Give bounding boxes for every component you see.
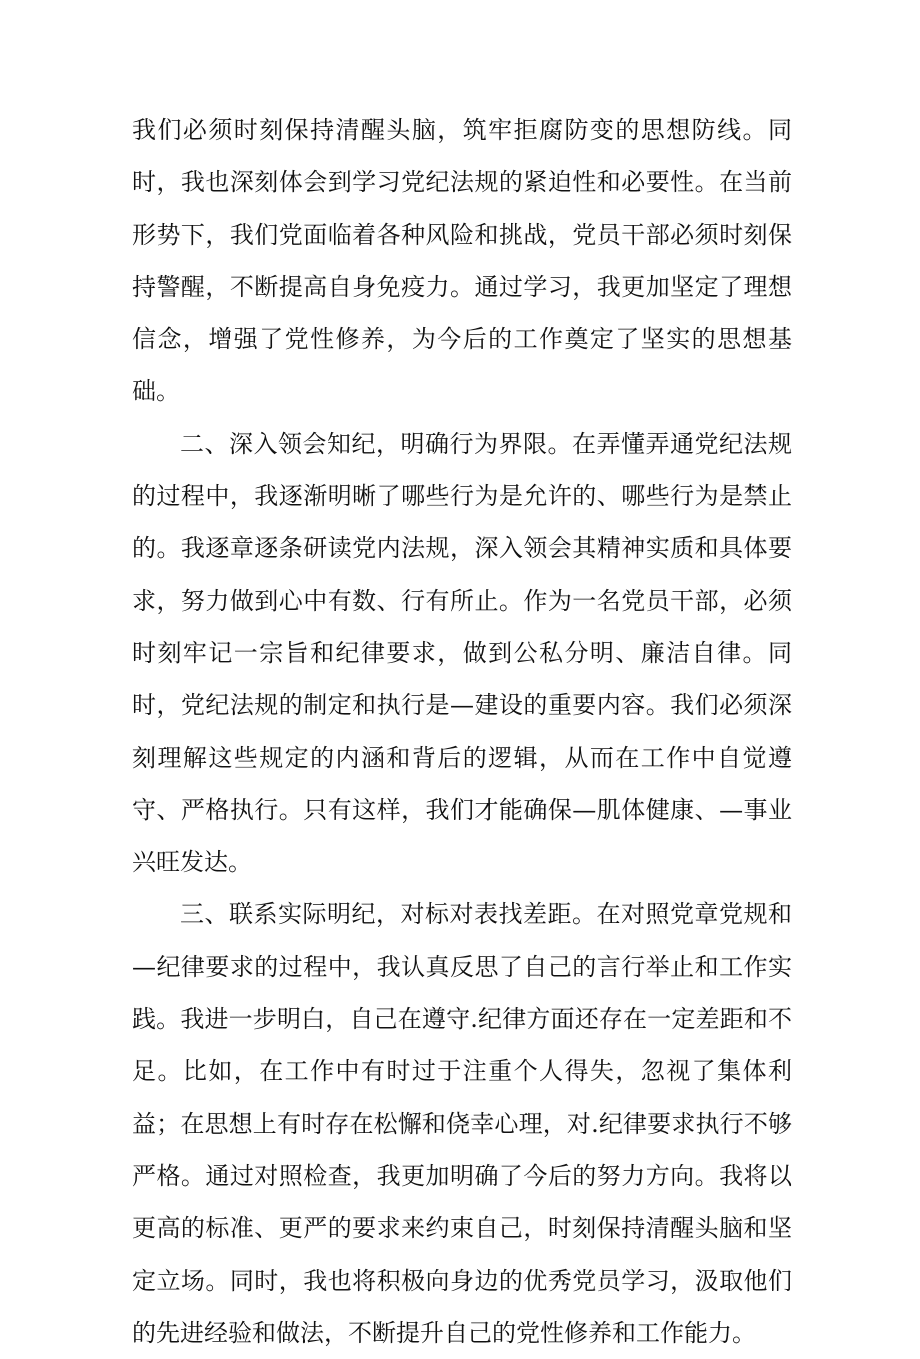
- paragraph-section-two: 二、深入领会知纪，明确行为界限。在弄懂弄通党纪法规的过程中，我逐渐明晰了哪些行为是允许的、哪些行为是禁止的。我逐章逐条研读党内法规，深入领会其精神实质和具体要求，努力做到心中有数、行有所止。作为一名党员干部，必须时刻牢记一宗旨和纪律要求，做到公私分明、廉洁自律。同时，党纪法规的制定和执行是—建设的重要内容。我们必须深刻理解这些规定的内涵和背后的逻辑，从而在工作中自觉遵守、严格执行。只有这样，我们才能确保—肌体健康、—事业兴旺发达。: [132, 429, 792, 877]
- document-body: [132, 104, 792, 1359]
- paragraph-section-three: 三、联系实际明纪，对标对表找差距。在对照党章党规和—纪律要求的过程中，我认真反思了自己的言行举止和工作实践。我进一步明白，自己在遵守.纪律方面还存在一定差距和不足。比如，在工作中有时过于注重个人得失，忽视了集体利益；在思想上有时存在松懈和侥幸心理，对.纪律要求执行不够严格。通过对照检查，我更加明确了今后的努力方向。我将以更高的标准、更严的要求来约束自己，时刻保持清醒头脑和坚定立场。同时，我也将积极向身边的优秀党员学习，汲取他们的先进经验和做法，不断提升自己的党性修养和工作能力。: [132, 900, 792, 1347]
- paragraph-continued: 我们必须时刻保持清醒头脑，筑牢拒腐防变的思想防线。同时，我也深刻体会到学习党纪法规的紧迫性和必要性。在当前形势下，我们党面临着各种风险和挑战，党员干部必须时刻保持警醒，不断提高自身免疫力。通过学习，我更加坚定了理想信念，增强了党性修养，为今后的工作奠定了坚实的思想基础。: [132, 116, 792, 406]
